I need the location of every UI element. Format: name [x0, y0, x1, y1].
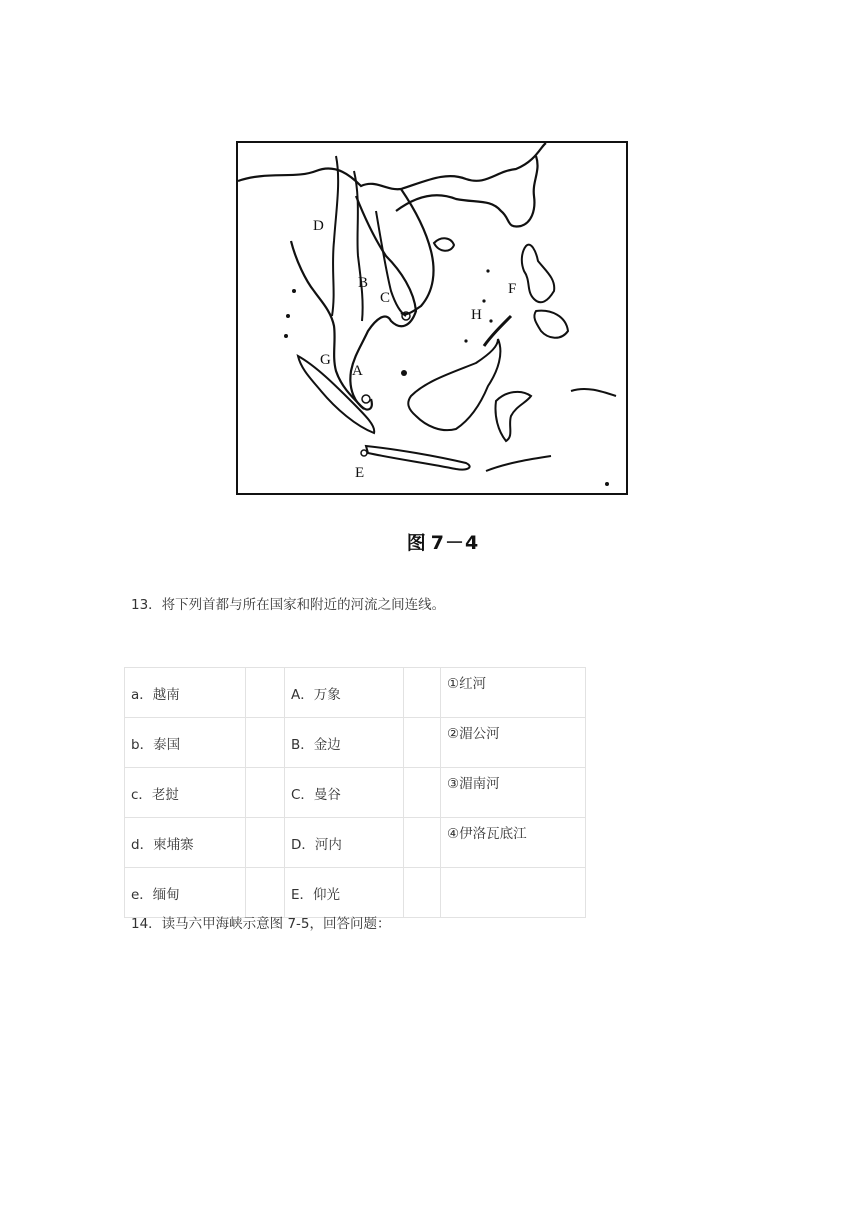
blank-cell — [404, 718, 441, 768]
capital-cell: A．万象 — [285, 668, 404, 718]
capital-cell: B．金边 — [285, 718, 404, 768]
map-label-b: B — [358, 275, 369, 291]
blank-cell — [404, 768, 441, 818]
question-13: 13．将下列首都与所在国家和附近的河流之间连线。 — [131, 597, 446, 613]
blank-cell — [246, 868, 285, 918]
country-cell: c．老挝 — [125, 768, 246, 818]
figure-caption — [0, 528, 860, 555]
matching-table — [124, 667, 586, 918]
river-cell: ②湄公河 — [441, 718, 586, 768]
blank-cell — [246, 718, 285, 768]
river-cell: ③湄南河 — [441, 768, 586, 818]
table-row — [125, 818, 586, 868]
map-label-c: C — [380, 290, 391, 306]
blank-cell — [246, 768, 285, 818]
map-label-f: F — [508, 281, 517, 297]
river-cell: ①红河 — [441, 668, 586, 718]
country-cell: d．柬埔寨 — [125, 818, 246, 868]
southeast-asia-map — [236, 141, 628, 495]
map-label-a: A — [352, 363, 363, 379]
capital-cell: E．仰光 — [285, 868, 404, 918]
map-label-g: G — [320, 352, 331, 368]
figure-caption-label: 图 — [406, 532, 427, 554]
country-cell: b．泰国 — [125, 718, 246, 768]
map-drawing — [236, 141, 628, 495]
river-cell: ④伊洛瓦底江 — [441, 818, 586, 868]
map-label-h: H — [471, 307, 482, 323]
blank-cell — [404, 668, 441, 718]
map-label-d: D — [313, 218, 324, 234]
map-label-e: E — [355, 465, 365, 481]
blank-cell — [246, 818, 285, 868]
country-cell: e．缅甸 — [125, 868, 246, 918]
table-row — [125, 718, 586, 768]
river-cell — [441, 868, 586, 918]
figure-caption-number: 7－4 — [430, 532, 480, 554]
blank-cell — [404, 818, 441, 868]
blank-cell — [404, 868, 441, 918]
question-14: 14．读马六甲海峡示意图 7-5，回答问题： — [131, 916, 391, 932]
capital-cell: D．河内 — [285, 818, 404, 868]
blank-cell — [246, 668, 285, 718]
table-row — [125, 868, 586, 918]
capital-cell: C．曼谷 — [285, 768, 404, 818]
table-row — [125, 668, 586, 718]
table-row — [125, 768, 586, 818]
country-cell: a．越南 — [125, 668, 246, 718]
